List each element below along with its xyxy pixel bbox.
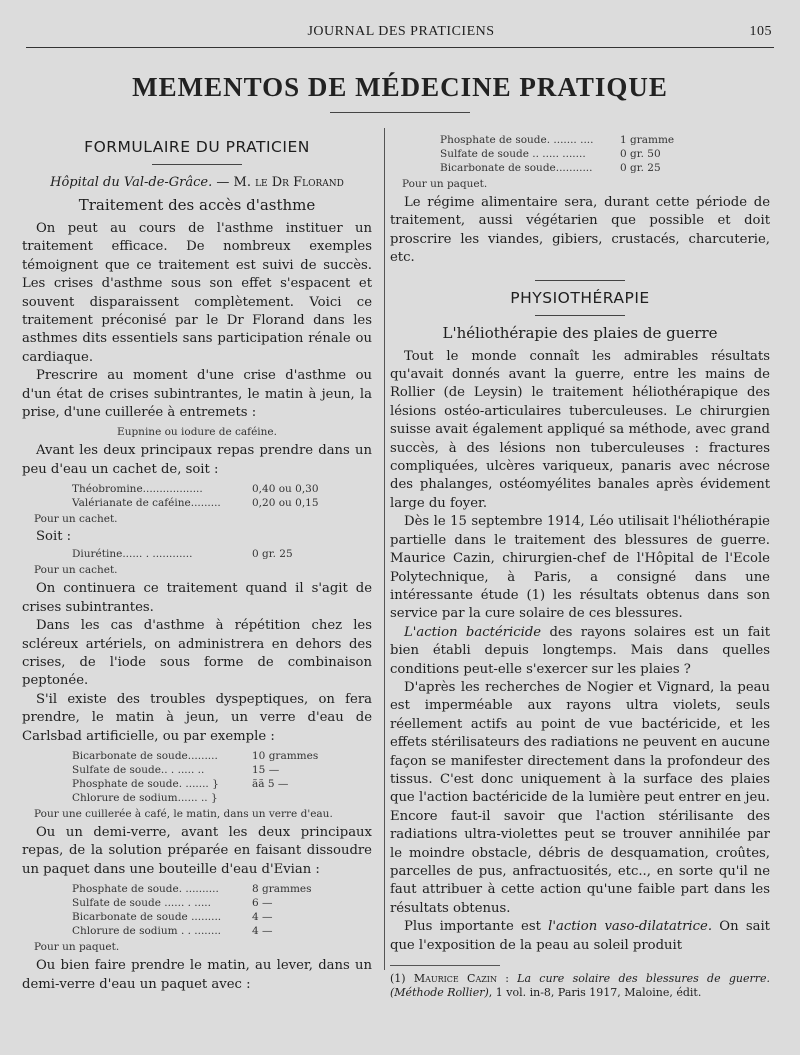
column-rule	[384, 128, 385, 970]
formula-row: Bicarbonate de soude ......... 4 —	[72, 911, 273, 924]
running-title: JOURNAL DES PRATICIENS	[307, 24, 495, 39]
section-rule	[152, 164, 242, 165]
byline	[22, 175, 372, 190]
formula-block	[390, 133, 770, 175]
paragraph: Avant les deux principaux repas prendre dans un peu d'eau un cachet de, soit :	[22, 443, 372, 477]
formula-row: Chlorure de sodium...... .. }	[72, 791, 218, 804]
formula-block	[22, 882, 372, 938]
paragraph: On peut au cours de l'asthme instituer un traitement efficace. De nombreux exemples témoignent que ce traitement est suivi de succès. Les crises d'asthme sous son effet s'espacent et souvent disparaissent complètement. Voici ce traitement préconisé par le Dr Florand dans les asthmes dits essentiels sans participation rénale ou cardiaque.	[22, 221, 372, 365]
formula-block	[22, 547, 372, 561]
right-column	[390, 130, 770, 1000]
paragraph: S'il existe des troubles dyspeptiques, on fera prendre, le matin à jeun, un verre d'eau de Carlsbad artificielle, ou par exemple :	[22, 691, 372, 744]
byline-author: — M. le Dr Florand	[216, 175, 344, 190]
byline-place: Hôpital du Val-de-Grâce.	[50, 175, 213, 190]
paragraph: Le régime alimentaire sera, durant cette période de traitement, aussi végétarien que possible et doit proscrire les viandes, gibiers, crustacés, charcuterie, etc.	[390, 195, 770, 266]
formula-row: Sulfate de soude.. . ..... .. 15 —	[72, 763, 280, 776]
formula-row: Diurétine...... . ............ 0 gr. 25	[72, 548, 293, 561]
formula-row: Valérianate de caféine......... 0,20 ou 0,15	[72, 497, 319, 510]
soit-label: Soit :	[36, 529, 72, 545]
formula-row: Phosphate de soude. ....... } ãã 5 —	[72, 777, 289, 790]
article-title-heliotherapie: L'héliothérapie des plaies de guerre	[442, 323, 718, 342]
formula-row: Sulfate de soude .. ..... ....... 0 gr. 50	[440, 148, 661, 160]
paragraph: Tout le monde connaît les admirables résultats qu'avait donnés avant la guerre, entre les mains de Rollier (de Leysin) le traitement héliothérapique des lésions ostéo-articulaires tuberculeuses. Le chirurgien suisse avait également appliqué sa méthode, avec grand succès, à des lésions non tuberculeuses : fractures compliquées, ulcères variqueux, panaris avec nécrose des phalanges, ostéomyélites banales après évidement large du foyer.	[390, 348, 770, 511]
paragraph: Dès le 15 septembre 1914, Léo utilisait l'héliothérapie partielle dans le traitement des blessures de guerre. Maurice Cazin, chirurgien-chef de l'Hôpital de l'Ecole Polytechnique, à Paris, a consigné dans une intéressante étude (1) les résultats obtenus dans son service par la cure solaire de ces blessures.	[390, 514, 770, 622]
formula-note: Pour un cachet.	[34, 564, 118, 577]
running-head	[30, 22, 772, 44]
section-rule	[535, 315, 625, 316]
paragraph: Dans les cas d'asthme à répétition chez les scléreux artériels, on administrera en dehors des crises, de l'iode sous forme de combinaison peptonée.	[22, 618, 372, 689]
paragraph: L'action bactéricide des rayons solaires est un fait bien établi depuis longtemps. Mais dans quelles conditions peut-elle s'exercer sur les plaies ?	[390, 624, 770, 677]
formula-row: Théobromine.................. 0,40 ou 0,30	[72, 483, 319, 496]
paragraph: Ou bien faire prendre le matin, au lever, dans un demi-verre d'eau un paquet avec :	[22, 958, 372, 992]
paragraph: Prescrire au moment d'une crise d'asthme ou d'un état de crises subintrantes, le matin à jeun, la prise, d'une cuillerée à entremets :	[22, 368, 372, 421]
formula-row: Bicarbonate de soude........... 0 gr. 25	[440, 162, 661, 174]
formula-note: Pour une cuillerée à café, le matin, dans un verre d'eau.	[34, 807, 333, 820]
title-rule	[330, 112, 470, 113]
formula-block	[22, 482, 372, 510]
formula-note: Pour un cachet.	[34, 513, 118, 526]
paragraph: Plus importante est l'action vaso-dilatatrice. On sait que l'exposition de la peau au soleil produit	[390, 919, 770, 953]
section-title-formulaire: FORMULAIRE DU PRATICIEN	[84, 138, 310, 156]
header-rule	[26, 47, 774, 48]
paragraph: Ou un demi-verre, avant les deux principaux repas, de la solution préparée en faisant dissoudre un paquet dans une bouteille d'eau d'Evian :	[22, 824, 372, 877]
left-column	[22, 130, 372, 994]
formula-block	[22, 749, 372, 805]
footnote: (1) Maurice Cazin : La cure solaire des blessures de guerre. (Méthode Rollier), 1 vol. in-8, Paris 1917, Maloine, édit.	[390, 972, 770, 1000]
formula-row: Chlorure de sodium . . ........ 4 —	[72, 925, 273, 938]
formula-row: Phosphate de soude. ....... .... 1 gramme	[440, 134, 675, 146]
footnote-rule	[390, 965, 500, 966]
formula-row: Bicarbonate de soude......... 10 grammes	[72, 749, 319, 762]
page-number: 105	[749, 24, 772, 39]
formula-note: Pour un paquet.	[34, 941, 120, 954]
section-title-physiotherapie: PHYSIOTHÉRAPIE	[510, 288, 650, 307]
formula-row: Sulfate de soude ...... . ..... 6 —	[72, 897, 273, 910]
formula-row: Phosphate de soude. .......... 8 grammes	[72, 883, 312, 896]
formula-note: Pour un paquet.	[402, 178, 488, 190]
paragraph: D'après les recherches de Nogier et Vignard, la peau est imperméable aux rayons ultra violets, seuls réellement actifs au point de vue bactéricide, et les effets stérilisateurs des radiations ne peuvent en aucune façon se manifester directement dans la profondeur des tissus. C'est donc uniquement à la surface des plaies que l'action bactéricide de la lumière peut entrer en jeu. Encore faut-il savoir que l'action stérilisante des radiations ultra-violettes peut se trouver annihilée par le moindre obstacle, débris de desquamation, croûtes, parcelles de pus, anfractuosités, etc.., en sorte qu'il ne faut attribuer à cette action qu'une faible part dans les résultats obtenus.	[390, 679, 770, 916]
section-rule	[535, 280, 625, 281]
article-title-asthme: Traitement des accès d'asthme	[78, 196, 316, 214]
formula-line: Eupnine ou iodure de caféine.	[117, 426, 277, 439]
paragraph: On continuera ce traitement quand il s'agit de crises subintrantes.	[22, 581, 372, 615]
main-title: MEMENTOS DE MÉDECINE PRATIQUE	[132, 72, 668, 102]
